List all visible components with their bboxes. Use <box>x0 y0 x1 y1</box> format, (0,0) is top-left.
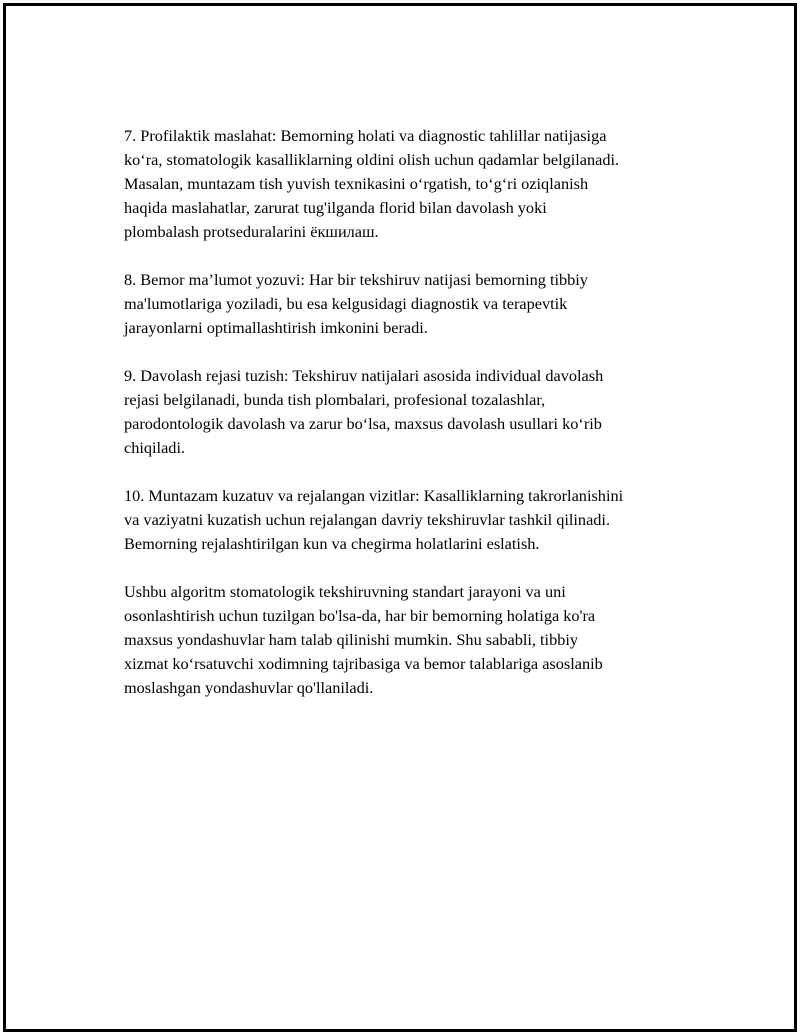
text-line: 9. Davolash rejasi tuzish: Tekshiruv natijalari asosida individual davolash <box>124 366 604 385</box>
text-line: xizmat ko‘rsatuvchi xodimning tajribasiga va bemor talablariga asoslanib <box>124 654 603 673</box>
text-line: maxsus yondashuvlar ham talab qilinishi mumkin. Shu sababli, tibbiy <box>124 630 579 649</box>
paragraph-follow-up-visits <box>124 484 704 556</box>
paragraph-prophylactic-advice <box>124 124 704 244</box>
document-body <box>124 124 704 724</box>
text-line: va vaziyatni kuzatish uchun rejalangan davriy tekshiruvlar tashkil qilinadi. <box>124 510 611 529</box>
paragraph-conclusion <box>124 580 704 700</box>
text-line: 7. Profilaktik maslahat: Bemorning holati va diagnostic tahlillar natijasiga <box>124 126 607 145</box>
text-line: 8. Bemor ma’lumot yozuvi: Har bir tekshiruv natijasi bemorning tibbiy <box>124 270 588 289</box>
text-line: Masalan, muntazam tish yuvish texnikasini o‘rgatish, to‘g‘ri oziqlanish <box>124 174 589 193</box>
text-line: Bemorning rejalashtirilgan kun va chegirma holatlarini eslatish. <box>124 534 540 553</box>
page-frame <box>3 3 797 1032</box>
text-line: Ushbu algoritm stomatologik tekshiruvning standart jarayoni va uni <box>124 582 566 601</box>
text-line: plombalash protseduralarini ёкшилаш. <box>124 222 379 241</box>
text-line: rejasi belgilanadi, bunda tish plombalari, profesional tozalashlar, <box>124 390 546 409</box>
text-line: 10. Muntazam kuzatuv va rejalangan vizitlar: Kasalliklarning takrorlanishini <box>124 486 624 505</box>
text-line: ko‘ra, stomatologik kasalliklarning oldini olish uchun qadamlar belgilanadi. <box>124 150 620 169</box>
text-line: haqida maslahatlar, zarurat tug'ilganda florid bilan davolash yoki <box>124 198 547 217</box>
text-line: osonlashtirish uchun tuzilgan bo'lsa-da, har bir bemorning holatiga ko'ra <box>124 606 596 625</box>
text-line: ma'lumotlariga yoziladi, bu esa kelgusidagi diagnostik va terapevtik <box>124 294 568 313</box>
text-line: jarayonlarni optimallashtirish imkonini beradi. <box>124 318 428 337</box>
text-line: parodontologik davolash va zarur bo‘lsa, maxsus davolash usullari ko‘rib <box>124 414 602 433</box>
text-line: chiqiladi. <box>124 438 186 457</box>
paragraph-patient-record <box>124 268 704 340</box>
paragraph-treatment-plan <box>124 364 704 460</box>
text-line: moslashgan yondashuvlar qo'llaniladi. <box>124 678 374 697</box>
